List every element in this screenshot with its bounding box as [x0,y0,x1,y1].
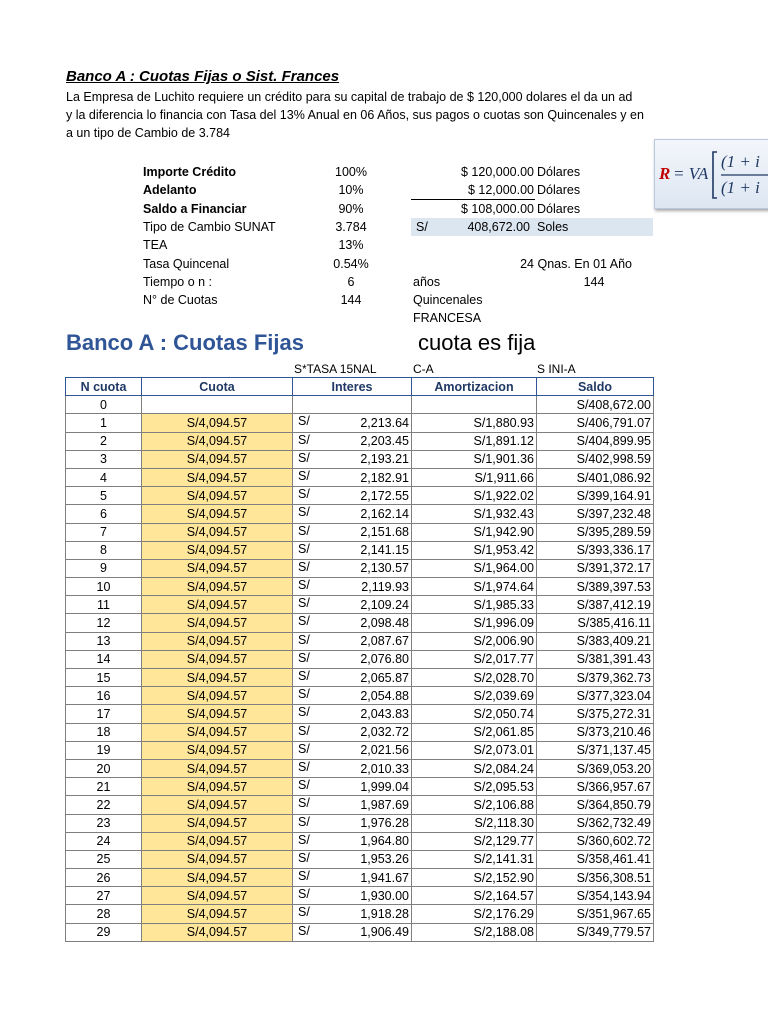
currency-symbol: S/ [298,669,310,683]
cell-n: 29 [66,923,142,941]
currency-symbol: S/ [298,432,310,447]
currency-symbol: S/ [298,850,310,865]
cell-n: 22 [66,796,142,814]
cell-amortizacion: S/2,039.69 [412,687,537,705]
cell-amortizacion [412,396,537,414]
cell-saldo: S/387,412.19 [537,596,654,614]
cell-cuota: S/4,094.57 [142,778,293,796]
currency-symbol: S/ [298,705,310,720]
cell-interes [293,578,412,596]
header-amortizacion: Amortizacion [412,378,537,396]
interes-value: 2,109.24 [360,597,409,612]
currency-symbol: S/ [298,796,310,811]
cell-interes [293,523,412,541]
currency-symbol: S/ [298,759,310,774]
cell-saldo: S/402,998.59 [537,450,654,468]
cell-cuota: S/4,094.57 [142,632,293,650]
table-row [66,632,654,650]
interes-formula-label: S*TASA 15NAL [294,362,377,376]
currency-symbol: S/ [298,541,310,556]
interes-value: 1,987.69 [360,797,409,812]
tasa-value: 0.54% [333,257,369,271]
table-row [66,687,654,705]
table-row [66,487,654,505]
cell-interes [293,614,412,632]
cell-interes [293,869,412,887]
cell-n: 24 [66,832,142,850]
importe-label: Importe Crédito [143,165,237,179]
currency-symbol: S/ [298,596,310,611]
currency-symbol: S/ [298,741,310,756]
cell-n: 23 [66,814,142,832]
cell-cuota: S/4,094.57 [142,650,293,668]
cell-n: 7 [66,523,142,541]
table-row [66,923,654,941]
tiempo-value: 6 [347,275,355,289]
currency-symbol: S/ [298,559,310,574]
cell-cuota: S/4,094.57 [142,578,293,596]
interes-value: 2,172.55 [360,488,409,503]
cell-amortizacion: S/2,017.77 [412,650,537,668]
adelanto-label: Adelanto [143,183,197,197]
paragraph-line-1: La Empresa de Luchito requiere un crédito para su capital de trabajo de $ 120,000 dolares el da un ad [66,90,633,104]
paragraph-line-2: y la diferencia lo financia con Tasa del 13% Anual en 06 Años, sus pagos o cuotas son Quincenales y en [66,108,644,122]
cell-interes [293,723,412,741]
cell-cuota: S/4,094.57 [142,559,293,577]
interes-value: 2,098.48 [360,616,409,631]
currency-symbol: S/ [298,505,310,520]
cell-interes [293,669,412,687]
cell-n: 21 [66,778,142,796]
interes-value: 2,182.91 [360,470,409,485]
interes-value: 1,941.67 [360,870,409,885]
cell-amortizacion: S/2,050.74 [412,705,537,723]
cell-saldo: S/389,397.53 [537,578,654,596]
system-label: FRANCESA [413,311,482,325]
cell-cuota: S/4,094.57 [142,487,293,505]
cell-n: 2 [66,432,142,450]
cell-interes [293,741,412,759]
table-row [66,778,654,796]
cell-amortizacion: S/2,188.08 [412,923,537,941]
cell-amortizacion: S/2,129.77 [412,832,537,850]
formula-bottom: (1 + i [721,178,760,197]
saldo-formula-label: S INI-A [537,362,576,376]
adelanto-amount: $ 12,000.00 [467,183,534,197]
cell-saldo: S/401,086.92 [537,468,654,486]
cuotas-unit: Quincenales [413,293,483,307]
tiempo-label: Tiempo o n : [143,275,213,289]
currency-symbol: S/ [298,450,310,465]
cell-saldo: S/360,602.72 [537,832,654,850]
interes-value: 2,010.33 [360,761,409,776]
interes-value: 2,087.67 [360,634,409,649]
table-row [66,850,654,868]
cell-saldo: S/375,272.31 [537,705,654,723]
cell-amortizacion: S/2,106.88 [412,796,537,814]
cell-cuota: S/4,094.57 [142,887,293,905]
cell-n: 19 [66,741,142,759]
cuotas-label: N° de Cuotas [143,293,218,307]
cell-saldo: S/391,372.17 [537,559,654,577]
cell-amortizacion: S/1,880.93 [412,414,537,432]
cell-saldo: S/383,409.21 [537,632,654,650]
cell-cuota: S/4,094.57 [142,741,293,759]
table-row [66,723,654,741]
subtraction-line [411,199,535,200]
cell-amortizacion: S/2,152.90 [412,869,537,887]
cell-cuota: S/4,094.57 [142,523,293,541]
table-row [66,905,654,923]
currency-symbol: S/ [298,414,310,429]
cell-amortizacion: S/2,164.57 [412,887,537,905]
interes-value: 2,203.45 [360,434,409,449]
cell-interes [293,650,412,668]
cell-cuota: S/4,094.57 [142,468,293,486]
document-title: Banco A : Cuotas Fijas o Sist. Frances [66,68,340,85]
cell-saldo: S/364,850.79 [537,796,654,814]
header-saldo: Saldo [537,378,654,396]
cell-amortizacion: S/2,028.70 [412,669,537,687]
annuity-formula-image [654,139,768,209]
amort-formula-label: C-A [413,362,434,376]
currency-symbol: S/ [298,687,310,702]
cell-saldo: S/358,461.41 [537,850,654,868]
cell-saldo: S/406,791.07 [537,414,654,432]
cell-cuota: S/4,094.57 [142,596,293,614]
cell-n: 15 [66,669,142,687]
interes-value: 1,964.80 [360,834,409,849]
cell-cuota: S/4,094.57 [142,541,293,559]
importe-pct: 100% [335,165,367,179]
cell-cuota: S/4,094.57 [142,723,293,741]
table-row [66,869,654,887]
section-note: cuota es fija [418,330,536,355]
cell-amortizacion: S/1,891.12 [412,432,537,450]
cell-interes [293,414,412,432]
cell-cuota: S/4,094.57 [142,614,293,632]
cell-n: 4 [66,468,142,486]
cell-cuota: S/4,094.57 [142,905,293,923]
cell-n: 11 [66,596,142,614]
cell-cuota: S/4,094.57 [142,923,293,941]
cell-amortizacion: S/1,985.33 [412,596,537,614]
cell-interes [293,887,412,905]
table-row [66,523,654,541]
cell-cuota: S/4,094.57 [142,759,293,777]
cell-saldo: S/381,391.43 [537,650,654,668]
interes-value: 2,065.87 [360,670,409,685]
cell-n: 9 [66,559,142,577]
header-cuota: Cuota [142,378,293,396]
cell-interes [293,396,412,414]
cell-n: 13 [66,632,142,650]
cell-n: 28 [66,905,142,923]
cell-n: 12 [66,614,142,632]
cell-cuota: S/4,094.57 [142,869,293,887]
cell-saldo: S/379,362.73 [537,669,654,687]
currency-symbol: S/ [298,814,310,829]
importe-unit: Dólares [537,165,581,179]
amortization-table [65,377,654,942]
currency-symbol: S/ [298,614,310,629]
cell-cuota: S/4,094.57 [142,450,293,468]
cell-saldo: S/395,289.59 [537,523,654,541]
cell-n: 8 [66,541,142,559]
cell-n: 3 [66,450,142,468]
cell-interes [293,541,412,559]
cell-n: 17 [66,705,142,723]
tiempo-unit: años [413,275,441,289]
interes-value: 2,141.15 [360,543,409,558]
formula-top: (1 + i [721,152,760,171]
cell-interes [293,632,412,650]
cell-n: 6 [66,505,142,523]
tasa-label: Tasa Quincenal [143,257,230,271]
cell-saldo: S/399,164.91 [537,487,654,505]
cell-saldo: S/393,336.17 [537,541,654,559]
interes-value: 2,193.21 [360,452,409,467]
cell-n: 27 [66,887,142,905]
cell-interes [293,850,412,868]
currency-symbol: S/ [298,578,310,593]
table-row [66,450,654,468]
interes-value: 1,976.28 [360,816,409,831]
interes-value: 2,213.64 [360,415,409,430]
cell-interes [293,832,412,850]
interes-value: 1,999.04 [360,779,409,794]
cell-amortizacion: S/2,061.85 [412,723,537,741]
cell-n: 1 [66,414,142,432]
cell-cuota: S/4,094.57 [142,505,293,523]
currency-symbol: S/ [298,887,310,902]
currency-symbol: S/ [298,632,310,647]
table-row [66,414,654,432]
table-row [66,596,654,614]
interes-value: 1,953.26 [360,852,409,867]
table-row [66,541,654,559]
interes-value: 2,076.80 [360,652,409,667]
cell-interes [293,505,412,523]
cell-amortizacion: S/2,176.29 [412,905,537,923]
table-row [66,705,654,723]
cell-amortizacion: S/2,095.53 [412,778,537,796]
cell-interes [293,705,412,723]
table-row [66,396,654,414]
cell-cuota: S/4,094.57 [142,832,293,850]
cell-saldo: S/356,308.51 [537,869,654,887]
cell-saldo: S/369,053.20 [537,759,654,777]
cell-cuota [142,396,293,414]
interes-value: 2,151.68 [360,525,409,540]
table-row [66,559,654,577]
cell-amortizacion: S/1,942.90 [412,523,537,541]
cell-interes [293,559,412,577]
cuotas-value: 144 [340,293,362,307]
cell-cuota: S/4,094.57 [142,669,293,687]
cell-cuota: S/4,094.57 [142,850,293,868]
table-row [66,578,654,596]
cell-amortizacion: S/1,996.09 [412,614,537,632]
currency-symbol: S/ [298,487,310,502]
cell-saldo: S/408,672.00 [537,396,654,414]
cell-amortizacion: S/1,974.64 [412,578,537,596]
cell-saldo: S/366,957.67 [537,778,654,796]
table-row [66,669,654,687]
cell-n: 18 [66,723,142,741]
cell-cuota: S/4,094.57 [142,796,293,814]
cell-amortizacion: S/2,141.31 [412,850,537,868]
interes-value: 2,130.57 [360,561,409,576]
cell-saldo: S/397,232.48 [537,505,654,523]
table-row [66,814,654,832]
currency-symbol: S/ [298,869,310,884]
cell-amortizacion: S/1,901.36 [412,450,537,468]
soles-amount: 408,672.00 [467,220,530,234]
cell-saldo: S/377,323.04 [537,687,654,705]
cell-saldo: S/385,416.11 [537,614,654,632]
soles-currency: S/ [416,220,428,234]
tipo-cambio-value: 3.784 [335,220,367,234]
interes-value: 1,918.28 [360,907,409,922]
saldo-amount: $ 108,000.00 [461,202,534,216]
interes-value: 2,032.72 [360,725,409,740]
interes-value: 1,930.00 [360,888,409,903]
saldo-pct: 90% [338,202,364,216]
interes-value: 2,021.56 [360,743,409,758]
cell-n: 20 [66,759,142,777]
adelanto-pct: 10% [338,183,364,197]
cell-amortizacion: S/1,932.43 [412,505,537,523]
currency-symbol: S/ [298,923,310,938]
currency-symbol: S/ [298,650,310,665]
currency-symbol: S/ [298,468,310,483]
cell-amortizacion: S/1,922.02 [412,487,537,505]
table-row [66,832,654,850]
table-row [66,505,654,523]
cell-n: 0 [66,396,142,414]
cell-n: 5 [66,487,142,505]
cell-interes [293,450,412,468]
cell-interes [293,778,412,796]
formula-eq: = VA [673,164,709,183]
cell-interes [293,687,412,705]
saldo-label: Saldo a Financiar [143,202,247,216]
paragraph-line-3: a un tipo de Cambio de 3.784 [66,126,231,140]
cell-amortizacion: S/1,964.00 [412,559,537,577]
currency-symbol: S/ [298,523,310,538]
tipo-cambio-label: Tipo de Cambio SUNAT [143,220,276,234]
interes-value: 2,043.83 [360,706,409,721]
saldo-unit: Dólares [537,202,581,216]
cell-cuota: S/4,094.57 [142,432,293,450]
cell-amortizacion: S/1,911.66 [412,468,537,486]
cell-saldo: S/404,899.95 [537,432,654,450]
cell-interes [293,487,412,505]
cell-n: 26 [66,869,142,887]
cell-saldo: S/373,210.46 [537,723,654,741]
tiempo-extra: 144 [583,275,605,289]
formula-r: R [659,164,671,183]
soles-unit: Soles [537,220,569,234]
cell-interes [293,796,412,814]
cell-n: 16 [66,687,142,705]
tea-label: TEA [143,238,168,252]
table-row [66,741,654,759]
cell-saldo: S/349,779.57 [537,923,654,941]
adelanto-unit: Dólares [537,183,581,197]
interes-value: 1,906.49 [360,925,409,940]
table-header-row [66,378,654,396]
cell-cuota: S/4,094.57 [142,814,293,832]
cell-amortizacion: S/1,953.42 [412,541,537,559]
cell-cuota: S/4,094.57 [142,414,293,432]
tasa-note: 24 Qnas. En 01 Año [520,257,632,271]
table-row [66,759,654,777]
currency-symbol: S/ [298,832,310,847]
table-row [66,650,654,668]
cell-amortizacion: S/2,084.24 [412,759,537,777]
cell-interes [293,759,412,777]
cell-interes [293,814,412,832]
header-n-cuota: N cuota [66,378,142,396]
cell-interes [293,432,412,450]
cell-cuota: S/4,094.57 [142,705,293,723]
table-row [66,432,654,450]
cell-amortizacion: S/2,006.90 [412,632,537,650]
cell-n: 25 [66,850,142,868]
cell-interes [293,905,412,923]
table-row [66,887,654,905]
cell-interes [293,923,412,941]
cell-amortizacion: S/2,073.01 [412,741,537,759]
table-row [66,468,654,486]
header-interes: Interes [293,378,412,396]
cell-cuota: S/4,094.57 [142,687,293,705]
table-row [66,796,654,814]
section-title: Banco A : Cuotas Fijas [66,330,304,355]
cell-saldo: S/351,967.65 [537,905,654,923]
cell-n: 10 [66,578,142,596]
cell-n: 14 [66,650,142,668]
currency-symbol: S/ [298,905,310,920]
cell-interes [293,596,412,614]
interes-value: 2,119.93 [361,579,409,594]
cell-saldo: S/371,137.45 [537,741,654,759]
cell-saldo: S/354,143.94 [537,887,654,905]
table-row [66,614,654,632]
importe-amount: $ 120,000.00 [461,165,534,179]
cell-amortizacion: S/2,118.30 [412,814,537,832]
currency-symbol: S/ [298,778,310,793]
interes-value: 2,054.88 [360,688,409,703]
cell-saldo: S/362,732.49 [537,814,654,832]
interes-value: 2,162.14 [360,506,409,521]
currency-symbol: S/ [298,723,310,738]
tea-value: 13% [338,238,364,252]
cell-interes [293,468,412,486]
